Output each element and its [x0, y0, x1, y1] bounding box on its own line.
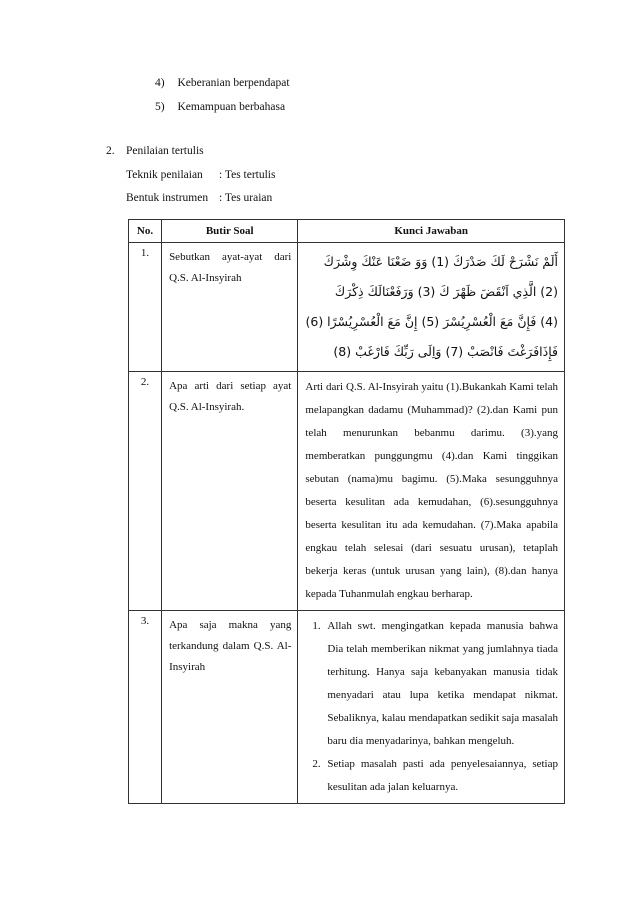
header-no: No.: [129, 220, 162, 243]
table-row: [129, 372, 565, 611]
assessment-table: [128, 219, 565, 804]
row-number: 3.: [129, 611, 162, 804]
list-item-text: Keberanian berpendapat: [177, 77, 290, 89]
bentuk-label: Bentuk instrumen: [126, 192, 209, 204]
bentuk-line: [126, 192, 273, 204]
row-number: 1.: [129, 243, 162, 372]
table-row: [129, 611, 565, 804]
table-header-row: [129, 220, 565, 243]
list-item: [155, 77, 290, 89]
section-title: Penilaian tertulis: [126, 145, 204, 157]
header-kunci-jawaban: Kunci Jawaban: [298, 220, 565, 243]
arabic-line: (2) الَّذِي اَنْقَضَ ظَهْرَ كَ (3) وَرَفَعْنَالَكَ ذِكْرَكَ: [334, 284, 558, 299]
arabic-answer-cell: [298, 243, 565, 372]
question-cell: Sebutkan ayat-ayat dari Q.S. Al-Insyirah: [162, 243, 298, 372]
section-number: 2.: [106, 145, 115, 157]
table-row: [129, 243, 565, 372]
arabic-line: أَلَمْ نَشْرَحْ لَكَ صَدْرَكَ (1) وَوَ ضَعْنَا عَنْكَ وِشْرَكَ: [323, 254, 558, 269]
answer-list-item: 2. Setiap masalah pasti ada penyelesaiannya, setiap kesulitan ada jalan keluarnya.: [323, 753, 558, 799]
bentuk-value: : Tes uraian: [219, 192, 273, 204]
question-cell: Apa arti dari setiap ayat Q.S. Al-Insyirah.: [162, 372, 298, 611]
answer-cell: [298, 611, 565, 804]
list-item-number: 4): [155, 77, 165, 89]
teknik-label: Teknik penilaian: [126, 169, 203, 181]
section-heading: [106, 145, 204, 157]
header-butir-soal: Butir Soal: [162, 220, 298, 243]
arabic-line: فَإِذَافَرَغْتَ فَانْصَبْ (7) وَاِلَى رَبِّكَ فَارْغَبْ (8): [333, 344, 558, 359]
answer-list-item: 1. Allah swt. mengingatkan kepada manusia bahwa Dia telah memberikan nikmat yang jumlahnya tiada terhitung. Hanya saja kebanyakan manusia tidak menyadari atau lupa ketika mendapat nikmat. Sebaliknya, kalau mendapatkan sedikit saja masalah baru dia menyadarinya, bahkan mengeluh.: [323, 615, 558, 753]
teknik-line: [126, 169, 276, 181]
list-item-text: Kemampuan berbahasa: [177, 101, 286, 113]
list-item: [155, 101, 285, 113]
answer-cell: Arti dari Q.S. Al-Insyirah yaitu (1).Bukankah Kami telah melapangkan dadamu (Muhammad)? (2).dan Kami pun telah menurunkan bebanmu darimu. (3).yang memberatkan punggungmu (4).dan Kami tinggikan sebutan (nama)mu bagimu. (5).Maka sesungguhnya beserta kesulitan ada kemudahan, (6).sesungguhnya beserta kesulitan itu ada kemudahan. (7).Maka apabila engkau telah selesai (dari sesuatu urusan), tetaplah bekerja keras (untuk urusan yang lain), (8).dan hanya kepada Tuhanmulah engkau berharap.: [298, 372, 565, 611]
answer-list: [305, 615, 558, 799]
row-number: 2.: [129, 372, 162, 611]
teknik-value: : Tes tertulis: [219, 169, 276, 181]
arabic-line: (4) فَإِنَّ مَعَ الْعُسْرِيُسْرَ (5) إِنَّ مَعَ الْعُسْرِيُسْرًا (6): [305, 314, 558, 329]
list-item-number: 5): [155, 101, 165, 113]
question-cell: Apa saja makna yang terkandung dalam Q.S. Al-Insyirah: [162, 611, 298, 804]
